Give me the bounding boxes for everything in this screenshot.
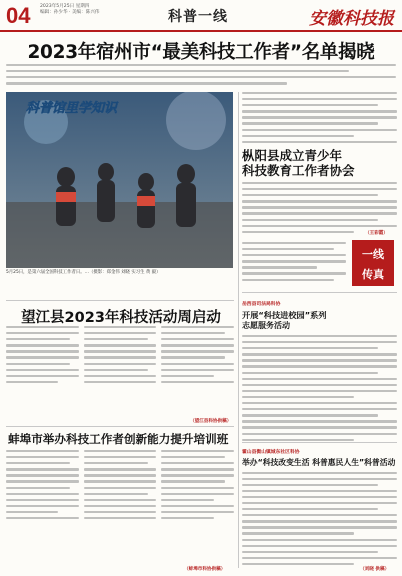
badge-line-2: 传真 bbox=[362, 268, 384, 281]
divider-left-2 bbox=[6, 426, 234, 427]
story-2-body bbox=[6, 326, 234, 422]
right-low-title: 举办“科技改变生活 科普惠民人生”科普活动 bbox=[242, 458, 396, 467]
issue-meta bbox=[40, 4, 100, 17]
right-low-body bbox=[242, 472, 397, 572]
frontline-badge bbox=[352, 240, 394, 286]
column-divider bbox=[238, 92, 239, 568]
main-story-text-lines bbox=[6, 64, 396, 85]
right-low-source-tag: （刘晓 供稿） bbox=[360, 567, 390, 572]
right-mid-story bbox=[242, 300, 397, 445]
photo-banner-text: 科普馆里学知识 bbox=[26, 101, 118, 116]
issue-date: 2023年5月25日 星期四 bbox=[40, 4, 90, 9]
right-mid-title: 开展“科技进校园”系列 bbox=[242, 310, 327, 320]
right-mid-body bbox=[242, 335, 397, 445]
story-3-headline: 蚌埠市举办科技工作者创新能力提升培训班 bbox=[8, 432, 229, 446]
right-low-kicker: 霍山县衡山镇城东社区科协 bbox=[242, 450, 300, 455]
divider-right-1 bbox=[242, 292, 397, 293]
right-top-source-tag: （王彩霞） bbox=[365, 231, 388, 236]
divider-right-2 bbox=[242, 442, 397, 443]
story-2-byline: （望江县科协供稿） bbox=[190, 419, 232, 424]
lead-photo bbox=[6, 92, 233, 268]
divider-left-1 bbox=[6, 300, 234, 301]
right-top-headline-line-2: 科技教育工作者协会 bbox=[242, 163, 355, 178]
story-3-byline: （蚌埠市科协供稿） bbox=[184, 567, 226, 572]
right-badge-side-text bbox=[242, 242, 346, 286]
story-3-body bbox=[6, 450, 234, 562]
photo-caption: 5月25日，是第六届全国科技工作者日。…（摄影：郑金伟 刘晓 实习生 黄 毅） bbox=[6, 270, 161, 275]
right-top-text bbox=[242, 92, 397, 146]
story-2-headline: 望江县2023年科技活动周启动 bbox=[21, 310, 221, 326]
newspaper-logo: 安徽科技报 bbox=[309, 9, 394, 29]
masthead bbox=[0, 0, 402, 32]
right-low-story bbox=[242, 448, 397, 572]
editor-credit: 编辑：孙少华 · 美编：陈兴伟 bbox=[40, 10, 100, 16]
main-story-body bbox=[6, 64, 396, 90]
right-top-headline bbox=[242, 148, 397, 178]
badge-line-1: 一线 bbox=[362, 248, 384, 261]
section-title: 科普一线 bbox=[168, 9, 228, 25]
right-top-headline-line-1: 枞阳县成立青少年 bbox=[242, 148, 343, 163]
lead-photo-illustration bbox=[6, 92, 233, 268]
right-mid-kicker: 岳西县司法局科协 bbox=[242, 302, 281, 307]
page-number: 04 bbox=[6, 3, 31, 28]
main-headline: 2023年宿州市“最美科技工作者”名单揭晓 bbox=[27, 42, 375, 63]
right-mid-subtitle: 志愿服务活动 bbox=[242, 321, 290, 330]
